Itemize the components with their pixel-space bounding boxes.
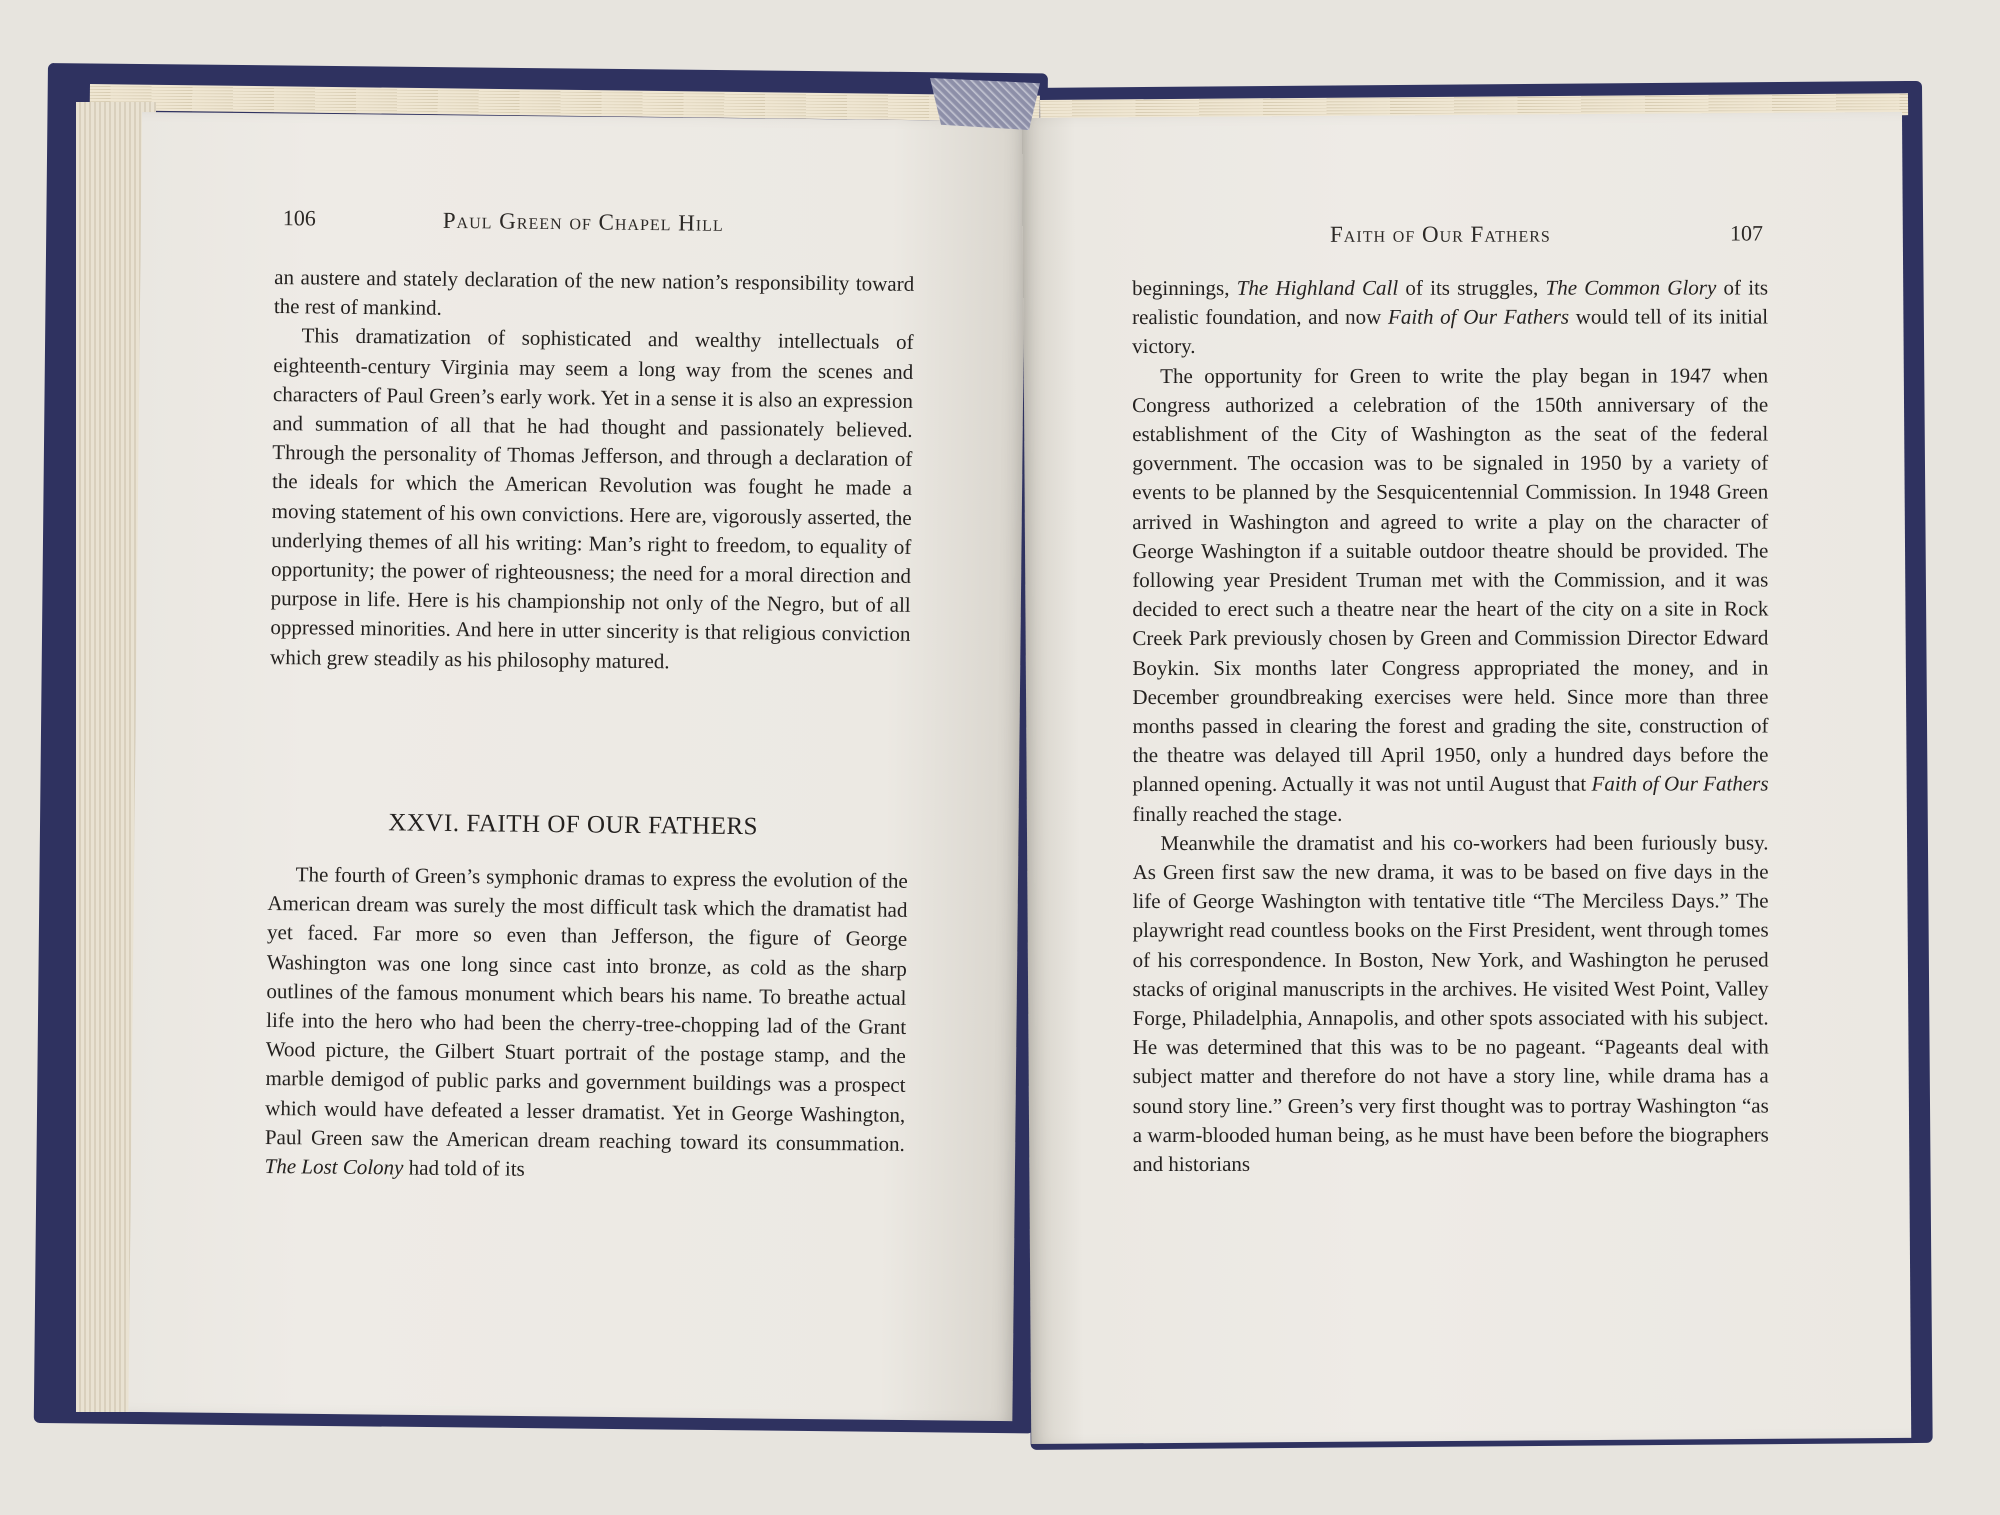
left-running-head: Paul Green of Chapel Hill — [442, 207, 724, 236]
book-spine — [930, 78, 1040, 130]
right-body — [1132, 273, 1769, 1179]
italic-title: The Lost Colony — [264, 1153, 404, 1180]
paragraph-text: of its realistic foundation, and now — [1132, 275, 1769, 330]
italic-title: The Common Glory — [1545, 275, 1717, 300]
chapter-heading: XXVI. FAITH OF OUR FATHERS — [388, 809, 759, 841]
paragraph-text: had told of its — [408, 1155, 525, 1181]
paragraph-text: finally reached the stage. — [1132, 801, 1343, 826]
paragraph-text: The opportunity for Green to write the play began in 1947 when Congress authorized a celebration of the 150th anniversary of the establishment of the City of Washington as the seat of the federal government. The occasion was to be signaled in 1950 by a variety of events to be planned by the Sesquicentennial Commission. In 1948 Green arrived in Washington and agreed to write a play on the character of George Washington if a suitable outdoor theatre should be provided. The following year President Truman met with the Commission, and it was decided to erect such a theatre near the heart of the city on a site in Rock Creek Park previously chosen by Green and Commission Director Edward Boykin. Six months later Congress appropriated the money, and in December groundbreaking exercises were held. Since more than three months passed in clearing the forest and grading the site, construction of the theatre was delayed till April 1950, only a hundred days before the planned opening. Actually it was not until August that — [1132, 363, 1769, 797]
italic-title: The Highland Call — [1236, 275, 1399, 300]
paragraph-text: beginnings, — [1132, 275, 1230, 300]
paragraph-text: The fourth of Green’s symphonic dramas to express the evolution of the American dream was surely the most difficult task which the dramatist had yet faced. Far more so even than Jefferson, the figure of George Washington was one long since cast into bronze, as cold as the sharp outlines of the famous monument which bears his name. To breathe actual life into the hero who had been the cherry-tree-chopping lad of the Grant Wood picture, the Gilbert Stuart portrait of the postage stamp, and the marble demigod of public parks and government buildings was a prospect which would have defeated a lesser dramatist. Yet in George Washington, Paul Green saw the American dream reaching toward its consummation. — [264, 862, 908, 1156]
italic-title: Faith of Our Fathers — [1591, 771, 1769, 797]
right-running-head: Faith of Our Fathers — [1329, 221, 1551, 247]
italic-title: Faith of Our Fathers — [1387, 304, 1570, 329]
paragraph-text: would tell of its initial victory. — [1132, 304, 1769, 359]
right-page-number: 107 — [1729, 220, 1764, 246]
paragraph-text: of its struggles, — [1405, 275, 1539, 300]
left-body-chapter — [264, 860, 907, 1188]
paragraph: an austere and stately declaration of the new nation’s responsibility toward the rest of mankind. — [273, 264, 915, 321]
paragraph: Meanwhile the dramatist and his co-workers had been furiously busy. As Green first saw the new drama, it was to be based on five days in the life of George Washington with tentative title “The Merciless Days.” The playwright read countless books on the First President, went through tomes of his correspondence. In Boston, New York, and Washington he perused stacks of original manuscripts in the archives. He visited West Point, Valley Forge, Philadelphia, Annapolis, and other spots associated with his subject. He was determined that this was to be no pageant. “Pageants deal with subject matter and therefore do not have a story line, while drama has a sound story line.” Green’s very first thought was to portray Washington “as a warm-blooded human being, as he must have been before the biographers and historians — [1132, 830, 1769, 1177]
left-body-top — [270, 263, 914, 679]
paragraph: This dramatization of sophisticated and wealthy intellectuals of eighteenth-century Virginia may seem a long way from the scenes and characters of Paul Green’s early work. Yet in a sense it is also an expression and summation of all that he had thought and passionately believed. Through the personality of Thomas Jefferson, and through a declaration of the ideals for which the American Revolution was fought he made a moving statement of his own convictions. Here are, vigorously asserted, the underlying themes of all his writing: Man’s right to freedom, to equality of opportunity; the power of righteousness; the need for a moral direction and purpose in life. Here is his championship not only of the Negro, but of all oppressed minorities. And here in utter sincerity is that religious conviction which grew steadily as his philosophy matured. — [269, 323, 914, 673]
left-page-number: 106 — [282, 205, 316, 231]
